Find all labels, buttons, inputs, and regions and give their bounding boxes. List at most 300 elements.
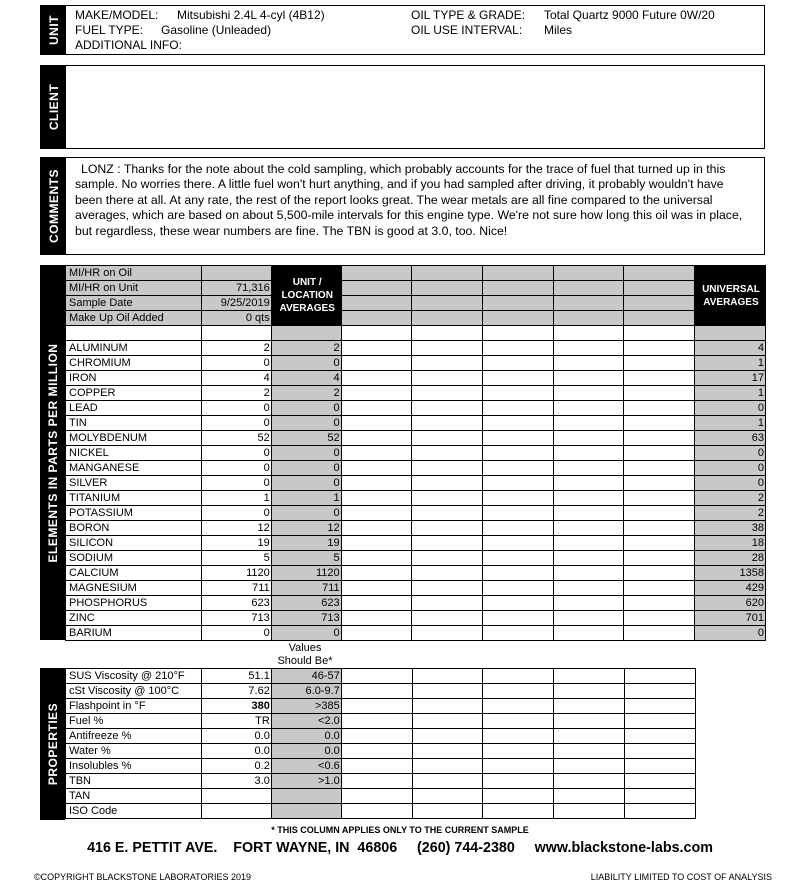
empty-cell [341, 626, 412, 641]
empty-cell [554, 699, 625, 714]
empty-cell [554, 744, 625, 759]
empty-cell [483, 684, 554, 699]
element-universal-average: 429 [694, 581, 765, 596]
info-row [66, 266, 766, 281]
property-name: TAN [66, 789, 202, 804]
empty-cell [412, 386, 483, 401]
property-row [66, 774, 696, 789]
empty-cell [412, 446, 483, 461]
empty-cell [554, 789, 625, 804]
element-universal-average: 1 [694, 356, 765, 371]
element-row [66, 581, 766, 596]
oil-type-label: OIL TYPE & GRADE: [411, 8, 526, 22]
element-name: POTASSIUM [66, 506, 202, 521]
empty-cell [412, 759, 483, 774]
element-row [66, 386, 766, 401]
empty-cell [341, 296, 412, 311]
empty-cell [624, 461, 695, 476]
empty-cell [553, 296, 624, 311]
empty-cell [412, 699, 483, 714]
element-unit-average: 711 [271, 581, 341, 596]
element-row [66, 401, 766, 416]
element-unit-average: 0 [271, 461, 341, 476]
empty-cell [554, 729, 625, 744]
empty-cell [553, 266, 624, 281]
empty-cell [624, 326, 695, 341]
empty-cell [341, 326, 412, 341]
element-universal-average: 0 [694, 476, 765, 491]
element-row [66, 416, 766, 431]
element-name: SILVER [66, 476, 202, 491]
empty-cell [483, 699, 554, 714]
empty-cell [341, 356, 412, 371]
empty-cell [412, 551, 483, 566]
empty-cell [412, 416, 483, 431]
property-should-be: <2.0 [271, 714, 341, 729]
element-unit-average: 4 [271, 371, 341, 386]
empty-cell [341, 611, 412, 626]
elements-side-label: ELEMENTS IN PARTS PER MILLION [40, 265, 65, 640]
empty-cell [412, 744, 483, 759]
element-universal-average: 701 [694, 611, 765, 626]
empty-cell [483, 669, 554, 684]
empty-cell [482, 551, 553, 566]
empty-cell [553, 596, 624, 611]
element-universal-average: 38 [694, 521, 765, 536]
element-name: TIN [66, 416, 202, 431]
property-should-be: 6.0-9.7 [271, 684, 341, 699]
element-name: CHROMIUM [66, 356, 202, 371]
element-unit-average: 5 [271, 551, 341, 566]
property-value: 0.2 [201, 759, 271, 774]
comments-section [40, 157, 765, 255]
empty-cell [553, 326, 624, 341]
empty-cell [482, 491, 553, 506]
empty-cell [553, 356, 624, 371]
empty-cell [482, 296, 553, 311]
empty-cell [624, 446, 695, 461]
property-value: 0.0 [201, 744, 271, 759]
empty-cell [482, 566, 553, 581]
element-value: 0 [201, 356, 271, 371]
empty-cell [412, 491, 483, 506]
empty-cell [624, 476, 695, 491]
element-unit-average: 0 [271, 626, 341, 641]
info-row [66, 296, 766, 311]
element-name: LEAD [66, 401, 202, 416]
property-value: 3.0 [201, 774, 271, 789]
info-row [66, 311, 766, 326]
properties-table [65, 668, 696, 819]
empty-cell [412, 581, 483, 596]
element-value: 4 [201, 371, 271, 386]
property-should-be: >385 [271, 699, 341, 714]
empty-cell [624, 566, 695, 581]
empty-cell [412, 774, 483, 789]
empty-cell [341, 684, 412, 699]
property-name: SUS Viscosity @ 210°F [66, 669, 202, 684]
element-unit-average: 1 [271, 491, 341, 506]
empty-cell [624, 536, 695, 551]
unit-section [40, 5, 765, 55]
empty-cell [553, 401, 624, 416]
empty-cell [341, 476, 412, 491]
empty-cell [625, 759, 696, 774]
client-section [40, 65, 765, 149]
empty-cell [625, 669, 696, 684]
element-name: BORON [66, 521, 202, 536]
empty-cell [624, 311, 695, 326]
empty-cell [482, 326, 553, 341]
empty-cell [625, 774, 696, 789]
element-name: ALUMINUM [66, 341, 202, 356]
property-value: TR [201, 714, 271, 729]
empty-cell [624, 581, 695, 596]
empty-cell [553, 341, 624, 356]
empty-cell [412, 626, 483, 641]
empty-cell [625, 729, 696, 744]
empty-cell [341, 596, 412, 611]
empty-cell [482, 446, 553, 461]
property-value [201, 804, 271, 819]
empty-cell [624, 266, 695, 281]
element-value: 0 [201, 476, 271, 491]
element-unit-average: 52 [271, 431, 341, 446]
empty-cell [482, 581, 553, 596]
empty-cell [412, 311, 483, 326]
property-name: Water % [66, 744, 202, 759]
element-universal-average: 2 [694, 506, 765, 521]
element-row [66, 341, 766, 356]
property-name: Flashpoint in °F [66, 699, 202, 714]
property-name: Fuel % [66, 714, 202, 729]
element-value: 713 [201, 611, 271, 626]
empty-cell [553, 491, 624, 506]
empty-cell [482, 311, 553, 326]
element-name: TITANIUM [66, 491, 202, 506]
make-model-value: Mitsubishi 2.4L 4-cyl (4B12) [177, 8, 325, 22]
empty-cell [553, 431, 624, 446]
empty-cell [412, 804, 483, 819]
element-name: CALCIUM [66, 566, 202, 581]
empty-cell [341, 789, 412, 804]
empty-cell [341, 416, 412, 431]
elements-table [65, 265, 766, 641]
empty-cell [482, 356, 553, 371]
oil-interval-value: Miles [544, 23, 573, 37]
fuel-type-label: FUEL TYPE: [75, 23, 144, 37]
empty-cell [341, 431, 412, 446]
property-should-be [271, 789, 341, 804]
element-unit-average: 0 [271, 476, 341, 491]
empty-cell [553, 506, 624, 521]
empty-cell [483, 729, 554, 744]
element-row [66, 371, 766, 386]
element-unit-average: 713 [271, 611, 341, 626]
empty-cell [412, 789, 483, 804]
empty-cell [412, 684, 483, 699]
element-row [66, 611, 766, 626]
empty-cell [341, 714, 412, 729]
empty-cell [341, 669, 412, 684]
footer-liability: LIABILITY LIMITED TO COST OF ANALYSIS [590, 872, 772, 882]
property-row [66, 669, 696, 684]
property-name: cSt Viscosity @ 100°C [66, 684, 202, 699]
property-value [201, 789, 271, 804]
element-name: BARIUM [66, 626, 202, 641]
empty-cell [553, 521, 624, 536]
info-row [66, 281, 766, 296]
empty-cell [482, 266, 553, 281]
empty-cell [624, 371, 695, 386]
empty-cell [341, 759, 412, 774]
element-value: 623 [201, 596, 271, 611]
empty-cell [483, 774, 554, 789]
empty-cell [271, 326, 341, 341]
element-row [66, 446, 766, 461]
oil-interval-label: OIL USE INTERVAL: [411, 23, 523, 37]
element-name: MOLYBDENUM [66, 431, 202, 446]
empty-cell [553, 566, 624, 581]
property-name: TBN [66, 774, 202, 789]
element-value: 0 [201, 401, 271, 416]
empty-cell [341, 699, 412, 714]
empty-cell [341, 491, 412, 506]
property-value: 51.1 [201, 669, 271, 684]
property-row [66, 714, 696, 729]
empty-cell [341, 401, 412, 416]
empty-cell [554, 669, 625, 684]
element-unit-average: 2 [271, 341, 341, 356]
empty-cell [554, 759, 625, 774]
info-label: MI/HR on Unit [66, 281, 202, 296]
empty-cell [482, 431, 553, 446]
empty-cell [341, 341, 412, 356]
empty-cell [624, 626, 695, 641]
empty-cell [553, 476, 624, 491]
element-unit-average: 0 [271, 416, 341, 431]
unit-side-label: UNIT [41, 6, 66, 54]
element-value: 0 [201, 506, 271, 521]
element-row [66, 356, 766, 371]
empty-cell [625, 789, 696, 804]
empty-cell [482, 521, 553, 536]
element-unit-average: 0 [271, 356, 341, 371]
empty-cell [554, 684, 625, 699]
universal-header: UNIVERSAL AVERAGES [694, 266, 765, 326]
property-row [66, 684, 696, 699]
empty-cell [624, 401, 695, 416]
element-name: ZINC [66, 611, 202, 626]
property-value: 0.0 [201, 729, 271, 744]
element-name: MAGNESIUM [66, 581, 202, 596]
element-name: SILICON [66, 536, 202, 551]
empty-cell [412, 611, 483, 626]
element-row [66, 431, 766, 446]
empty-cell [625, 684, 696, 699]
element-value: 711 [201, 581, 271, 596]
element-name: SODIUM [66, 551, 202, 566]
property-name: Antifreeze % [66, 729, 202, 744]
element-universal-average: 0 [694, 401, 765, 416]
element-name: PHOSPHORUS [66, 596, 202, 611]
element-name: IRON [66, 371, 202, 386]
empty-cell [341, 461, 412, 476]
empty-cell [341, 536, 412, 551]
empty-cell [553, 311, 624, 326]
empty-cell [694, 326, 765, 341]
empty-cell [624, 551, 695, 566]
element-value: 0 [201, 461, 271, 476]
empty-cell [553, 581, 624, 596]
empty-cell [412, 401, 483, 416]
empty-cell [412, 521, 483, 536]
element-universal-average: 17 [694, 371, 765, 386]
empty-cell [553, 536, 624, 551]
empty-cell [624, 521, 695, 536]
empty-cell [624, 386, 695, 401]
element-universal-average: 620 [694, 596, 765, 611]
empty-cell [482, 461, 553, 476]
empty-cell [624, 341, 695, 356]
empty-cell [341, 446, 412, 461]
property-should-be: 46-57 [271, 669, 341, 684]
empty-cell [412, 356, 483, 371]
element-unit-average: 12 [271, 521, 341, 536]
element-name: MANGANESE [66, 461, 202, 476]
empty-cell [554, 804, 625, 819]
property-value: 380 [201, 699, 271, 714]
empty-cell [553, 281, 624, 296]
should-be-header: Values Should Be* [277, 642, 333, 667]
oil-type-value: Total Quartz 9000 Future 0W/20 [544, 8, 715, 22]
empty-cell [625, 804, 696, 819]
empty-cell [341, 386, 412, 401]
empty-cell [341, 744, 412, 759]
property-should-be: <0.6 [271, 759, 341, 774]
element-universal-average: 28 [694, 551, 765, 566]
element-value: 0 [201, 416, 271, 431]
empty-cell [341, 566, 412, 581]
element-row [66, 461, 766, 476]
empty-cell [412, 371, 483, 386]
property-should-be: 0.0 [271, 729, 341, 744]
empty-cell [482, 341, 553, 356]
element-value: 0 [201, 626, 271, 641]
empty-cell [482, 401, 553, 416]
empty-cell [483, 759, 554, 774]
property-should-be: 0.0 [271, 744, 341, 759]
empty-cell [624, 611, 695, 626]
property-row [66, 744, 696, 759]
empty-cell [341, 551, 412, 566]
empty-cell [412, 506, 483, 521]
empty-cell [553, 371, 624, 386]
empty-cell [482, 536, 553, 551]
unit-location-header: UNIT / LOCATION AVERAGES [271, 266, 341, 326]
comments-text: LONZ : Thanks for the note about the cold sampling, which probably accounts for the trace of fuel that turned up in this sample. No worries there. A little fuel won't hurt anything, and if you had sampled after driving, it probably wouldn't have been there at all. At any rate, the rest of the report looks great. The wear metals are all fine compared to the universal averages, which are based on about 5,500-mile intervals for this engine type. We're not sure how long this oil was in place, but regardless, these wear numbers are fine. The TBN is good at 3.0, too. Nice! [75, 162, 743, 238]
make-model-label: MAKE/MODEL: [75, 8, 159, 22]
empty-cell [625, 699, 696, 714]
element-unit-average: 19 [271, 536, 341, 551]
element-universal-average: 0 [694, 446, 765, 461]
element-value: 2 [201, 341, 271, 356]
empty-cell [412, 714, 483, 729]
element-row [66, 491, 766, 506]
element-universal-average: 1 [694, 416, 765, 431]
empty-cell [66, 326, 202, 341]
element-row [66, 551, 766, 566]
empty-cell [554, 714, 625, 729]
element-row [66, 596, 766, 611]
info-label: Make Up Oil Added [66, 311, 202, 326]
element-universal-average: 0 [694, 461, 765, 476]
element-universal-average: 18 [694, 536, 765, 551]
element-value: 1 [201, 491, 271, 506]
additional-info-label: ADDITIONAL INFO: [75, 38, 182, 52]
element-universal-average: 1358 [694, 566, 765, 581]
empty-cell [624, 356, 695, 371]
property-should-be [271, 804, 341, 819]
properties-side-label: PROPERTIES [40, 668, 65, 820]
empty-cell [412, 566, 483, 581]
element-unit-average: 0 [271, 506, 341, 521]
property-row [66, 789, 696, 804]
element-name: COPPER [66, 386, 202, 401]
element-unit-average: 0 [271, 446, 341, 461]
property-row [66, 804, 696, 819]
element-value: 5 [201, 551, 271, 566]
empty-cell [624, 296, 695, 311]
empty-cell [624, 431, 695, 446]
empty-cell [625, 744, 696, 759]
element-row [66, 626, 766, 641]
empty-cell [412, 476, 483, 491]
element-unit-average: 0 [271, 401, 341, 416]
empty-cell [483, 744, 554, 759]
empty-cell [482, 506, 553, 521]
empty-cell [341, 281, 412, 296]
property-name: Insolubles % [66, 759, 202, 774]
element-row [66, 521, 766, 536]
empty-cell [412, 341, 483, 356]
empty-cell [341, 804, 412, 819]
empty-cell [341, 521, 412, 536]
empty-cell [341, 729, 412, 744]
element-row [66, 536, 766, 551]
element-value: 19 [201, 536, 271, 551]
empty-cell [624, 281, 695, 296]
property-row [66, 759, 696, 774]
empty-cell [482, 416, 553, 431]
element-universal-average: 4 [694, 341, 765, 356]
element-name: NICKEL [66, 446, 202, 461]
property-should-be: >1.0 [271, 774, 341, 789]
info-value: 9/25/2019 [201, 296, 271, 311]
info-value: 0 qts [201, 311, 271, 326]
element-value: 12 [201, 521, 271, 536]
client-side-label: CLIENT [41, 66, 66, 148]
empty-cell [412, 669, 483, 684]
empty-cell [483, 789, 554, 804]
empty-cell [412, 281, 483, 296]
empty-cell [483, 714, 554, 729]
empty-cell [341, 506, 412, 521]
element-value: 52 [201, 431, 271, 446]
empty-cell [554, 774, 625, 789]
empty-cell [412, 729, 483, 744]
element-unit-average: 1120 [271, 566, 341, 581]
